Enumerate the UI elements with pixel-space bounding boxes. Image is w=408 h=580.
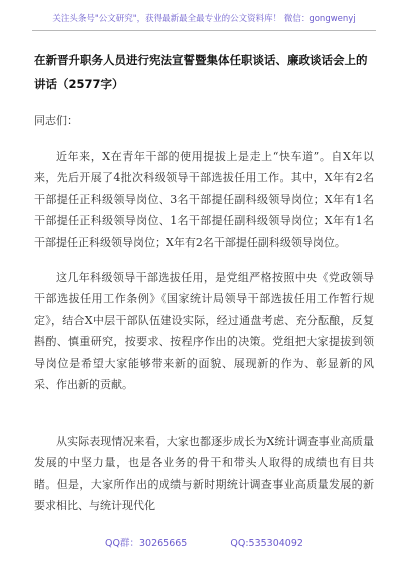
header-banner: 关注头条号"公文研究"，获得最新最全最专业的公文资料库！ 微信：gongwenyj xyxy=(52,14,356,24)
body-paragraph-1: 近年来，X在青年干部的使用提拔上是走上“快车道”。自X年以来，先后开展了4批次科级领导干部选拔任用工作。其中，X年有2名干部提任正科级领导岗位、3名干部提任副科级领导岗位；X年有1名干部提任正科级领导岗位、1名干部提任副科级领导岗位；X年有1名干部提任正科级领导岗位；X年有2名干部提任副科级领导岗位。 xyxy=(34,150,374,249)
body-paragraph-3: 从实际表现情况来看，大家也都逐步成长为X统计调查事业高质量发展的中坚力量，也是各业务的骨干和带头人取得的成绩也有目共睹。但是，大家所作出的成绩与新时期统计调查事业高质量发展的新要求相比、与统计现代化 xyxy=(34,435,374,513)
header-divider xyxy=(32,30,376,31)
body-paragraph-2: 这几年科级领导干部选拔任用，是党组严格按照中央《党政领导干部选拔任用工作条例》《国家统计局领导干部选拔任用工作暂行规定》，结合X中层干部队伍建设实际，经过通盘考虑、充分酝酿，反复斟酌、慎重研究，按要求、按程序作出的决策。党组把大家提拔到领导岗位是希望大家能够带来新的面貌、展现新的作为、彰显新的风采、作出新的贡献。 xyxy=(34,271,374,392)
salutation: 同志们： xyxy=(34,114,78,127)
document-title: 在新晋升职务人员进行宪法宣誓暨集体任职谈话、廉政谈话会上的讲话（2577字） xyxy=(34,53,368,91)
footer-contact: QQ群：30265665 QQ:535304092 xyxy=(105,538,303,549)
